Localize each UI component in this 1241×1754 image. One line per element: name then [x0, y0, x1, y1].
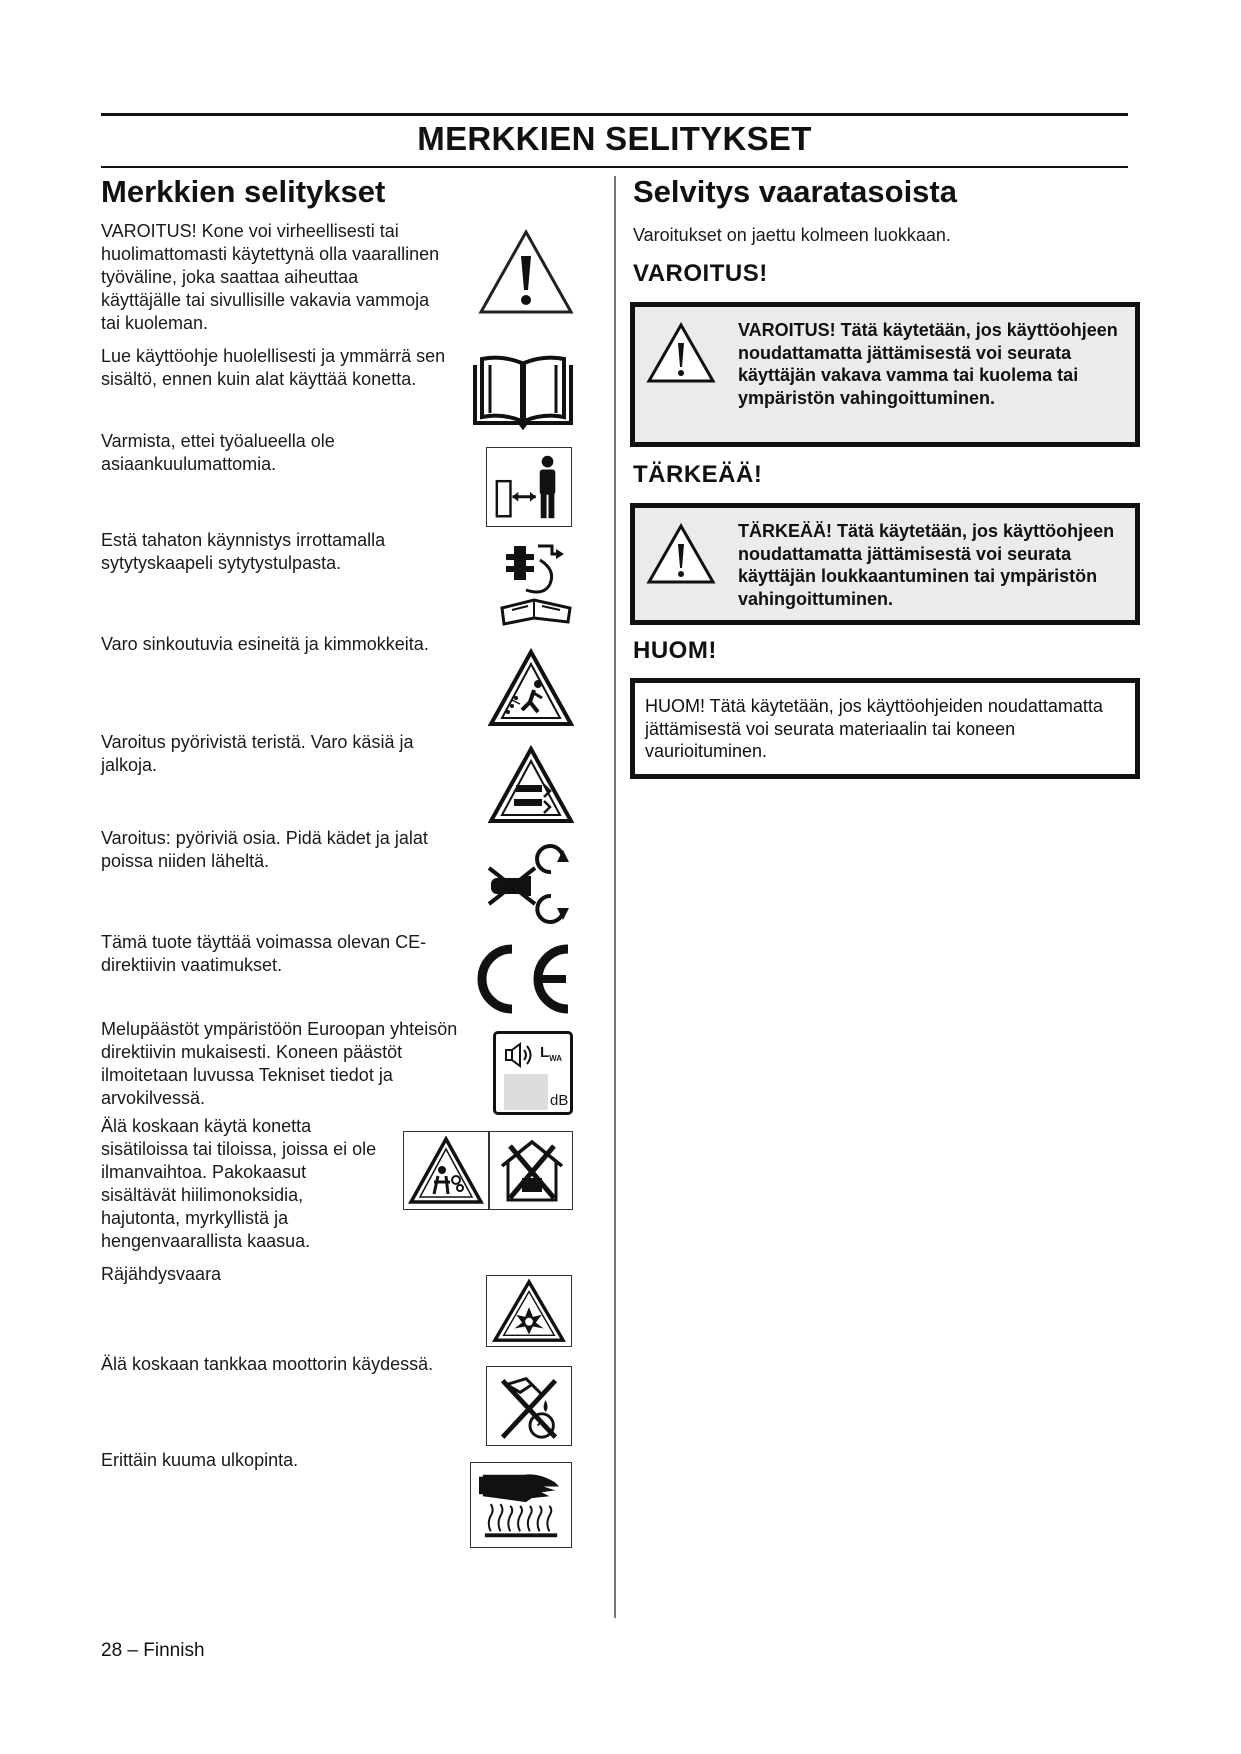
- symbol-description: Älä koskaan käytä konetta sisätiloissa tai tiloissa, joissa ei ole ilmanvaihtoa. Pakokaasut sisältävät hiilimonoksidia, hajutonta, myrkyllistä ja hengenvaarallista kaasua.: [101, 1116, 377, 1251]
- thrown-objects-icon: [488, 648, 574, 728]
- warning-triangle-icon: [478, 228, 574, 316]
- manual-book-icon: [470, 355, 576, 430]
- note-level-title: HUOM!: [633, 637, 717, 664]
- hot-surface-icon: [470, 1462, 572, 1548]
- ce-mark-icon: [468, 939, 576, 1019]
- symbol-description: Lue käyttöohje huolellisesti ja ymmärrä sen sisältö, ennen kuin alat käyttää konetta.: [101, 346, 446, 389]
- warning-level-box: [630, 302, 1140, 447]
- rotating-blades-icon: [488, 745, 574, 825]
- noise-emission-icon: [493, 1031, 573, 1115]
- note-level-box: [630, 678, 1140, 779]
- symbol-description: Estä tahaton käynnistys irrottamalla sytytyskaapeli sytytystulpasta.: [101, 530, 386, 573]
- lwa-subscript: WA: [549, 1054, 563, 1063]
- carbon-monoxide-icon: [403, 1131, 573, 1210]
- speaker-icon: [504, 1042, 534, 1068]
- explosion-hazard-icon: [486, 1275, 572, 1347]
- warning-level-title: VAROITUS!: [633, 260, 768, 287]
- hazard-levels-intro: Varoitukset on jaettu kolmeen luokkaan.: [633, 225, 951, 245]
- note-level-text: HUOM! Tätä käytetään, jos käyttöohjeiden noudattamatta jättämisestä voi seurata materiaalin tai koneen vaurioituminen.: [645, 696, 1103, 761]
- symbols-heading: Merkkien selitykset: [101, 174, 386, 209]
- db-label: dB: [550, 1092, 569, 1109]
- header-rule-top: [101, 113, 1128, 116]
- column-divider: [614, 176, 616, 1618]
- important-level-box: [630, 503, 1140, 625]
- toxic-gas-warning-icon: [408, 1136, 484, 1206]
- noise-value-placeholder: [504, 1074, 548, 1110]
- no-indoor-use-icon: [494, 1136, 570, 1206]
- lwa-label: L: [540, 1044, 550, 1061]
- rotating-parts-icon: [483, 838, 575, 930]
- hazard-levels-heading: Selvitys vaaratasoista: [633, 174, 957, 209]
- important-level-title: TÄRKEÄÄ!: [633, 461, 763, 488]
- spark-plug-disconnect-icon: [496, 540, 576, 630]
- symbol-description: Erittäin kuuma ulkopinta.: [101, 1450, 299, 1470]
- symbol-description: Varoitus: pyöriviä osia. Pidä kädet ja jalat poissa niiden läheltä.: [101, 828, 428, 871]
- symbol-description: Älä koskaan tankkaa moottorin käydessä.: [101, 1354, 434, 1374]
- symbol-description: Melupäästöt ympäristöön Euroopan yhteisön direktiivin mukaisesti. Koneen päästöt ilmoitetaan luvussa Tekniset tiedot ja arvokilvessä.: [101, 1019, 458, 1108]
- page-title: MERKKIEN SELITYKSET: [417, 120, 812, 157]
- symbol-description: Varmista, ettei työalueella ole asiaankuulumattomia.: [101, 431, 335, 474]
- symbol-description: Varo sinkoutuvia esineitä ja kimmokkeita.: [101, 634, 429, 654]
- header-rule-bottom: [101, 166, 1128, 168]
- symbol-description: Tämä tuote täyttää voimassa olevan CE-direktiivin vaatimukset.: [101, 932, 427, 975]
- warning-triangle-icon: [645, 522, 717, 586]
- no-refuel-running-icon: [486, 1366, 572, 1446]
- symbol-description: Varoitus pyörivistä teristä. Varo käsiä ja jalkoja.: [101, 732, 414, 775]
- important-level-text: TÄRKEÄÄ! Tätä käytetään, jos käyttöohjeen noudattamatta jättämisestä voi seurata käyttäjän loukkaantuminen tai ympäristön vahingoittuminen.: [738, 521, 1115, 609]
- safety-distance-icon: [486, 447, 572, 527]
- warning-level-text: VAROITUS! Tätä käytetään, jos käyttöohjeen noudattamatta jättämisestä voi seurata käyttäjän vakava vamma tai kuolema tai ympäristön vahingoittuminen.: [738, 320, 1118, 408]
- symbol-description: Räjähdysvaara: [101, 1264, 222, 1284]
- symbol-description: VAROITUS! Kone voi virheellisesti tai huolimattomasti käytettynä olla vaarallinen työväline, joka saattaa aiheuttaa käyttäjälle tai sivullisille vakavia vammoja tai kuoleman.: [101, 221, 440, 333]
- page-footer: 28 – Finnish: [101, 1640, 205, 1661]
- warning-triangle-icon: [645, 321, 717, 385]
